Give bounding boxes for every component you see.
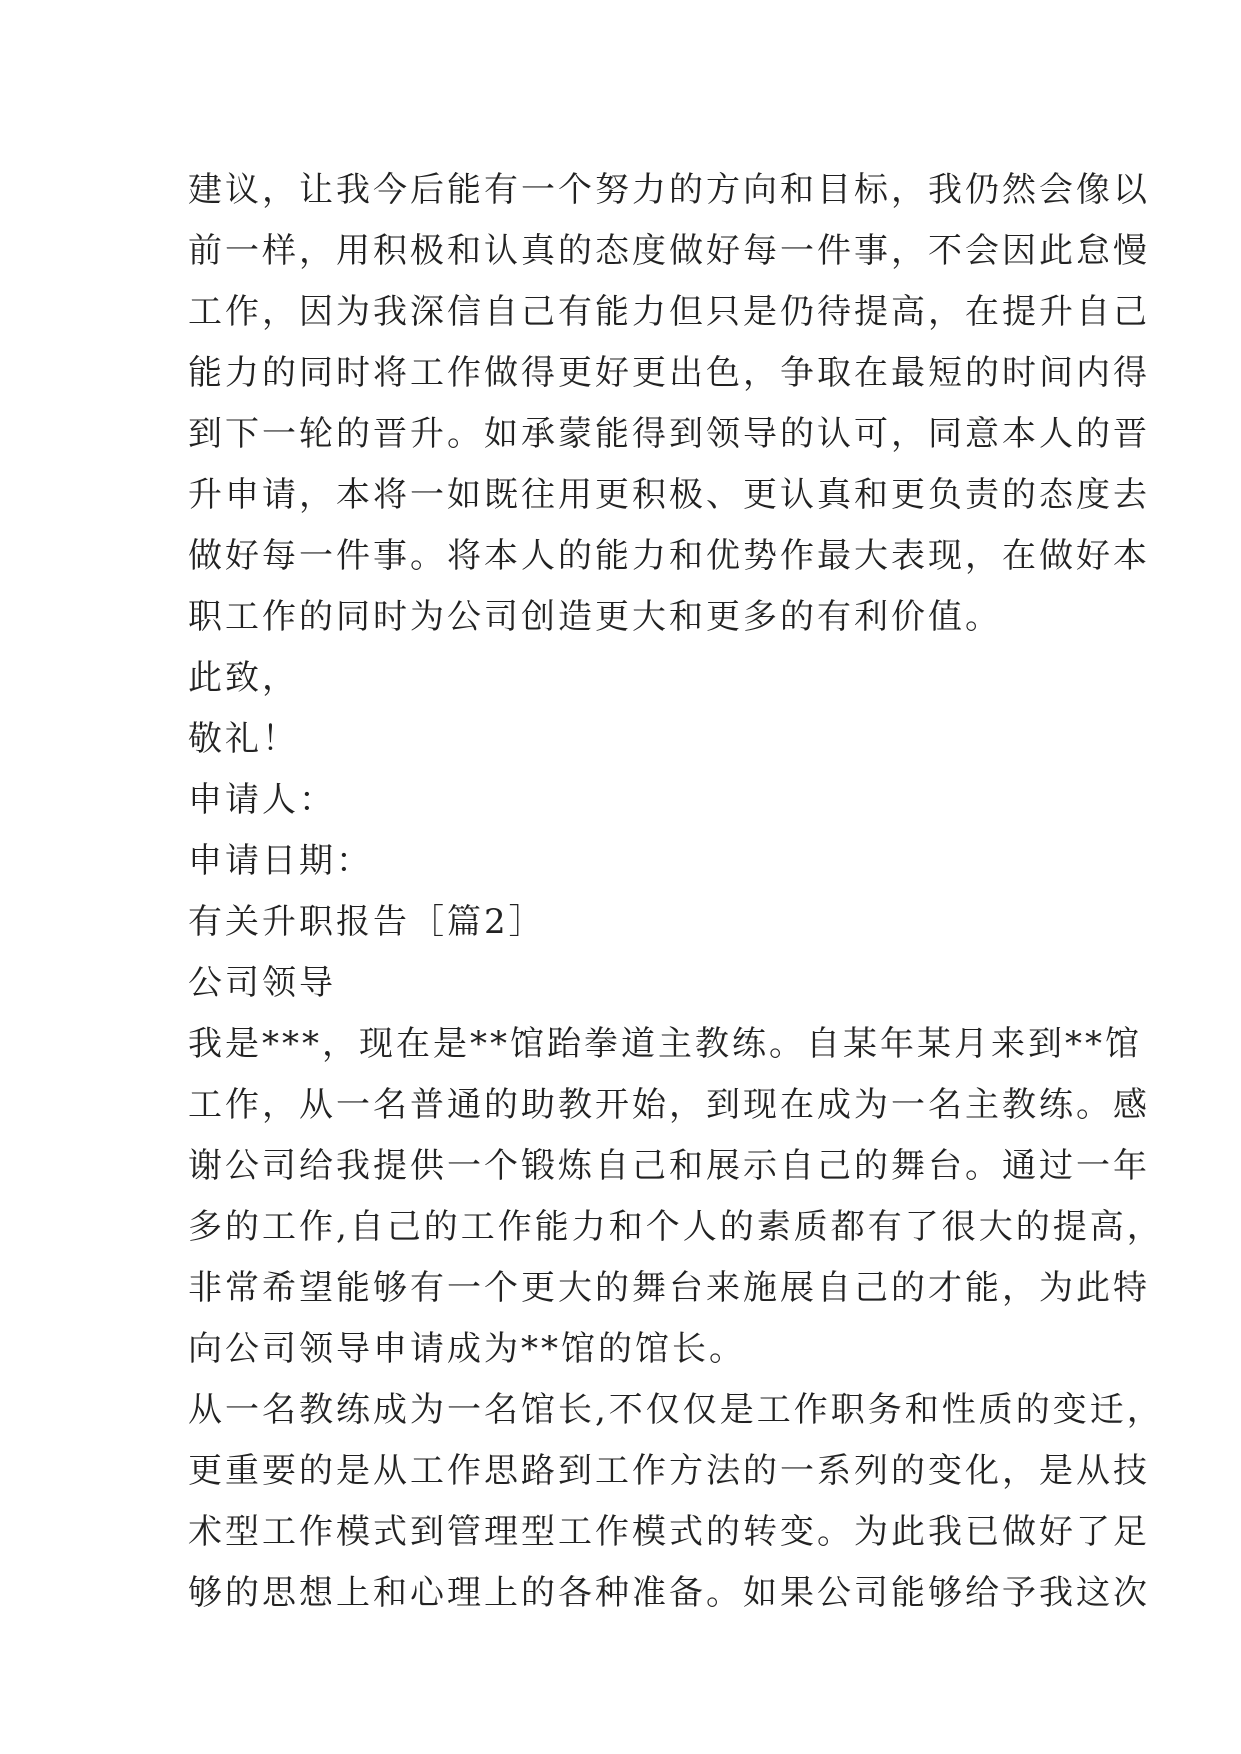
document-body bbox=[188, 160, 1164, 1624]
application-date-label: 申请日期： bbox=[188, 841, 373, 881]
text-line: 建议，让我今后能有一个努力的方向和目标，我仍然会像以 bbox=[188, 170, 1150, 210]
text-line: 从一名教练成为一名馆长,不仅仅是工作职务和性质的变迁， bbox=[188, 1390, 1164, 1430]
text-line: 向公司领导申请成为**馆的馆长。 bbox=[188, 1329, 746, 1369]
text-line: 非常希望能够有一个更大的舞台来施展自己的才能，为此特 bbox=[188, 1268, 1150, 1308]
text-line: 多的工作,自己的工作能力和个人的素质都有了很大的提高， bbox=[188, 1207, 1164, 1247]
text-line: 工作，因为我深信自己有能力但只是仍待提高，在提升自己 bbox=[188, 292, 1150, 332]
text-line: 工作，从一名普通的助教开始，到现在成为一名主教练。感 bbox=[188, 1085, 1150, 1125]
text-line: 够的思想上和心理上的各种准备。如果公司能够给予我这次 bbox=[188, 1573, 1150, 1613]
text-line: 术型工作模式到管理型工作模式的转变。为此我已做好了足 bbox=[188, 1512, 1150, 1552]
text-line: 谢公司给我提供一个锻炼自己和展示自己的舞台。通过一年 bbox=[188, 1146, 1150, 1186]
text-line: 更重要的是从工作思路到工作方法的一系列的变化，是从技 bbox=[188, 1451, 1150, 1491]
recipient-line: 公司领导 bbox=[188, 963, 336, 1003]
text-line: 职工作的同时为公司创造更大和更多的有利价值。 bbox=[188, 597, 1002, 637]
section-heading: 有关升职报告［篇2］ bbox=[188, 902, 546, 942]
closing-regards: 敬礼！ bbox=[188, 719, 299, 759]
text-line: 做好每一件事。将本人的能力和优势作最大表现，在做好本 bbox=[188, 536, 1150, 576]
text-line: 我是***，现在是**馆跆拳道主教练。自某年某月来到**馆 bbox=[188, 1024, 1142, 1064]
applicant-label: 申请人： bbox=[188, 780, 336, 820]
text-line: 能力的同时将工作做得更好更出色，争取在最短的时间内得 bbox=[188, 353, 1150, 393]
text-line: 升申请，本将一如既往用更积极、更认真和更负责的态度去 bbox=[188, 475, 1150, 515]
text-line: 前一样，用积极和认真的态度做好每一件事，不会因此怠慢 bbox=[188, 231, 1150, 271]
closing-salutation: 此致， bbox=[188, 658, 299, 698]
text-line: 到下一轮的晋升。如承蒙能得到领导的认可，同意本人的晋 bbox=[188, 414, 1150, 454]
